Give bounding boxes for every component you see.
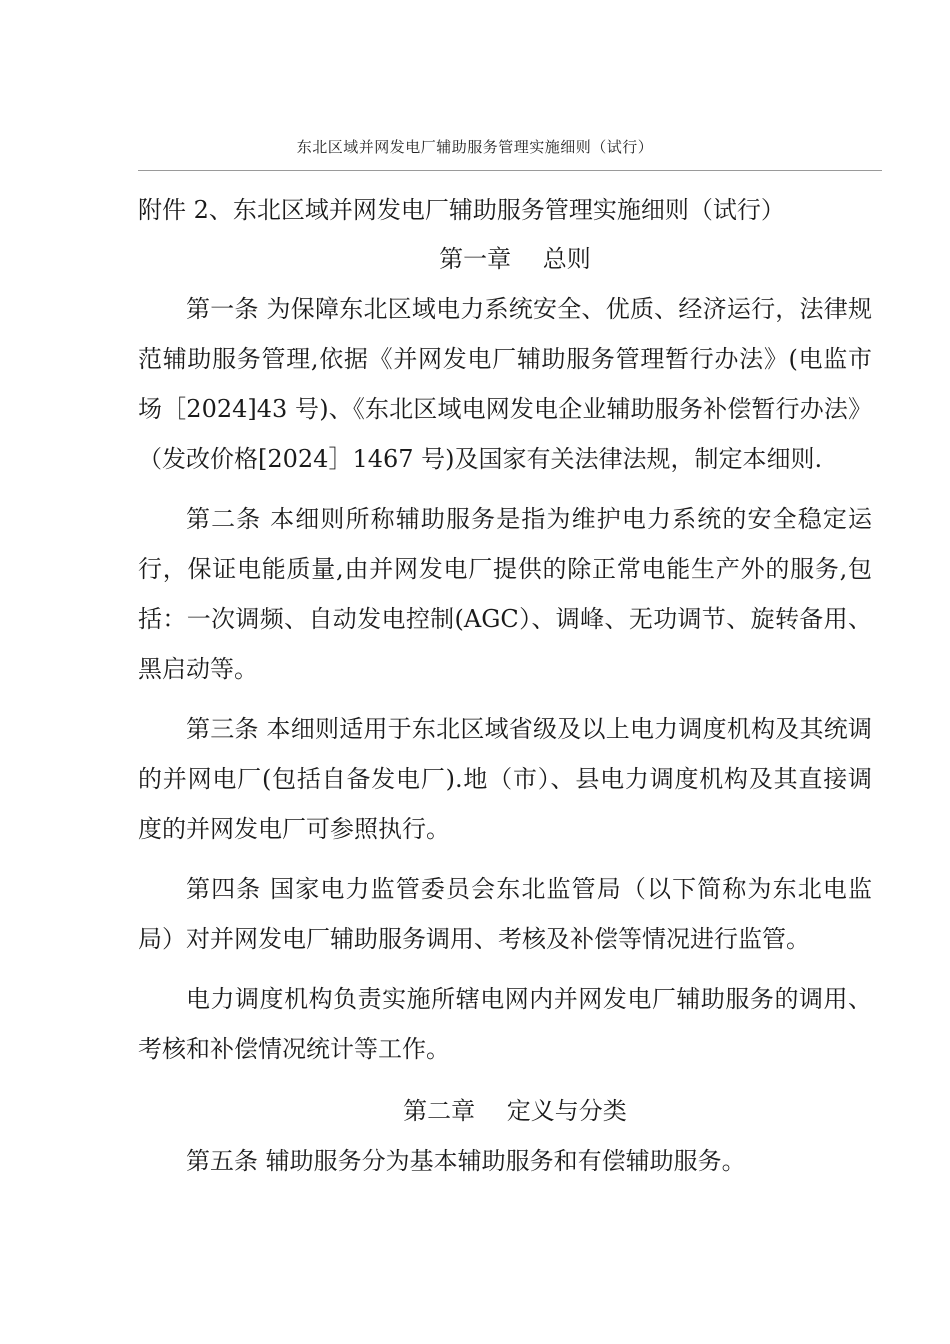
- article-4-paragraph-2: 电力调度机构负责实施所辖电网内并网发电厂辅助服务的调用、考核和补偿情况统计等工作。: [138, 985, 872, 1063]
- article-4: 第四条 国家电力监管委员会东北监管局（以下简称为东北电监局）对并网发电厂辅助服务调用、考核及补偿等情况进行监管。: [138, 875, 872, 953]
- header-divider: [138, 170, 882, 171]
- article-1: 第一条 为保障东北区域电力系统安全、优质、经济运行，法律规范辅助服务管理,依据《并网发电厂辅助服务管理暂行办法》(电监市场［2024]43 号)、《东北区域电网发电企业辅助服务补偿暂行办法》（发改价格[2024］1467 号)及国家有关法律法规，制定本细则.: [138, 295, 872, 473]
- running-header: 东北区域并网发电厂辅助服务管理实施细则（试行）: [296, 138, 654, 156]
- document-title: 附件 2、东北区域并网发电厂辅助服务管理实施细则（试行）: [138, 196, 785, 224]
- chapter-2-heading: 第二章 定义与分类: [403, 1097, 627, 1125]
- document-body: [138, 190, 872, 1186]
- chapter-1-heading: 第一章 总则: [439, 245, 591, 273]
- article-5: 第五条 辅助服务分为基本辅助服务和有偿辅助服务。: [186, 1147, 746, 1175]
- article-2: 第二条 本细则所称辅助服务是指为维护电力系统的安全稳定运行，保证电能质量,由并网发电厂提供的除正常电能生产外的服务,包括：一次调频、自动发电控制(AGC）、调峰、无功调节、旋转备用、黑启动等。: [138, 505, 872, 683]
- article-3: 第三条 本细则适用于东北区域省级及以上电力调度机构及其统调的并网电厂(包括自备发电厂).地（市）、县电力调度机构及其直接调度的并网发电厂可参照执行。: [138, 715, 872, 843]
